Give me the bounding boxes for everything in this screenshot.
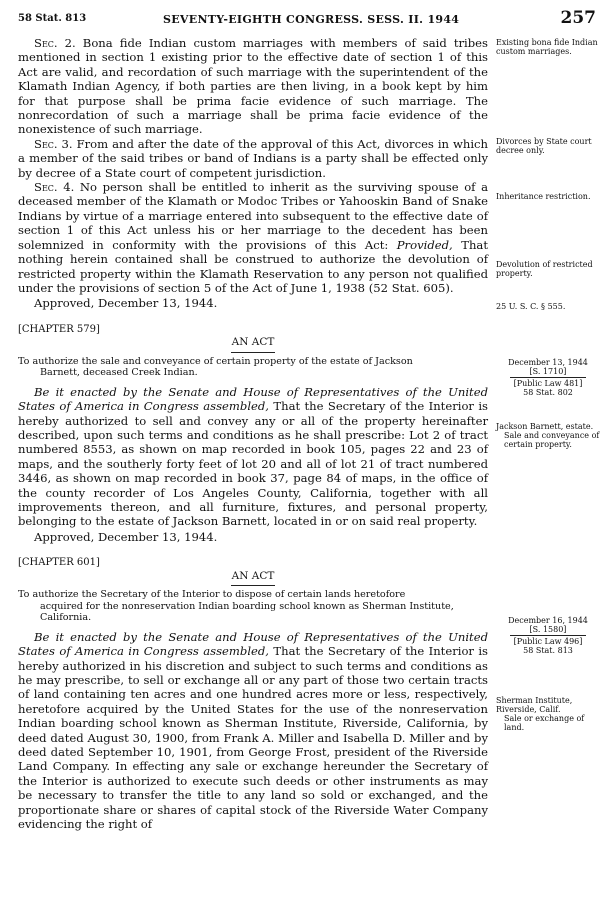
enacting-clause: Be it enacted by the Senate and House of Representatives of the United States of America in Congress assembled,: [18, 629, 488, 659]
bill-number: [S. 1710]: [529, 367, 567, 376]
divider-rule: [510, 635, 586, 636]
section-2: [18, 36, 488, 137]
section-3: [18, 137, 488, 180]
enacting-clause: Be it enacted by the Senate and House of Representatives of the United States of America in Congress assembled,: [18, 384, 488, 414]
approved-date: Approved, December 13, 1944.: [34, 296, 218, 311]
margin-note-inheritance: Inheritance restriction.: [496, 192, 591, 201]
divider-rule: [510, 377, 586, 378]
stat-citation: 58 Stat. 813: [18, 13, 87, 24]
divider-rule: [231, 585, 275, 586]
public-law: [Public Law 481]: [513, 379, 583, 388]
an-act-heading: AN ACT: [231, 569, 275, 582]
section-text: From and after the date of the approval of this Act, divorces in which a member of the said tribes or band of Indians is a party shall be effected only by decree of a State court of competent jurisdiction.: [18, 136, 489, 180]
act-title: To authorize the Secretary of the Interior to dispose of certain lands heretofore acquired for the nonreservation Indian boarding school known as Sherman Institute, California.: [18, 589, 454, 624]
proviso: Provided,: [396, 237, 453, 252]
margin-note-sherman-institute: Sherman Institute, Riverside, Calif. Sale or exchange of land.: [496, 696, 585, 732]
bill-number: [S. 1580]: [529, 625, 567, 634]
an-act-heading: AN ACT: [231, 336, 275, 349]
act-text: That the Secretary of the Interior is hereby authorized in his discretion and subject to such terms and conditions as he may prescribe, to sell or exchange all or any part of those two certain tracts of land containing ten acres and one hundred acres more or less, respectively, heretofore acquired by the United States for the use of the nonreservation Indian boarding school known as Sherman Institute, Riverside, California, by deed dated August 30, 1900, from Frank A. Miller and Isabella D. Miller and by deed dated September 10, 1901, from George Frost, president of the Riverside Land Company. In effecting any sale or exchange hereunder the Secretary of the Interior is authorized to execute such deeds or other instruments as may be necessary to transfer the title to any land so sold or exchanged, and the proportionate share or shares of capital stock of the Riverside Water Company evidencing the right of: [18, 644, 488, 832]
margin-note-jackson-barnett: Jackson Barnett, estate. Sale and conveyance of certain property.: [496, 422, 600, 449]
running-title: SEVENTY-EIGHTH CONGRESS. SESS. II. 1944: [163, 13, 460, 26]
act-title: To authorize the sale and conveyance of certain property of the estate of Jackson Barnett, deceased Creek Indian.: [18, 355, 413, 379]
margin-note-existing-marriages: Existing bona fide Indian custom marriages.: [496, 38, 598, 56]
act-text: That the Secretary of the Interior is hereby authorized to sell and convey any or all of the property hereinafter described, upon such terms and conditions as he shall prescribe: Lot 2 of tract numbered 8553, as shown on map recorded in book 105, pages 22 and 23 of maps, and the southerly forty feet of lot 20 and all of lot 21 of tract numbered 3446, as shown on map recorded in book 37, page 84 of maps, in the office of the county recorder of Los Angeles County, California, together with all improvements thereon, and all furniture, fixtures, and personal property, belonging to the estate of Jackson Barnett, located in or on said real property.: [18, 399, 488, 529]
section-text: That nothing herein contained shall be construed to authorize the devolution of restricted property within the Klamath Reservation to any person not qualified under the provisions of section 5 of the Act of June 1, 1938 (52 Stat. 605).: [18, 237, 488, 295]
divider-rule: [231, 352, 275, 353]
act-body: [18, 630, 488, 832]
section-text: No person shall be entitled to inherit as the surviving spouse of a deceased member of the Klamath or Modoc Tribes or Yahooskin Band of Snake Indians by virtue of a marriage entered into subsequent to the effective date of section 1 of this Act unless his or her marriage to the decedent has been solemnized in conformity with the provisions of this Act:: [18, 180, 488, 252]
margin-note-divorces: Divorces by State court decree only.: [496, 137, 592, 155]
approved-date: Approved, December 13, 1944.: [34, 529, 218, 544]
section-text: Bona fide Indian custom marriages with members of said tribes mentioned in section 1 existing prior to the effective date of section 1 of this Act are valid, and recordation of such marriage with the superintendent of the Klamath Indian Agency, if both parties are then living, in a book kept by him for that purpose shall be prima facie evidence of such marriage. The nonrecordation of such a marriage shall be prima facie evidence of the nonexistence of such marriage.: [18, 36, 488, 137]
page-header: [18, 8, 596, 30]
margin-note-ch601-info: [496, 616, 600, 655]
approval-date: December 16, 1944: [508, 616, 588, 625]
stat-reference: 58 Stat. 813: [523, 646, 573, 655]
section-label: Sec. 4.: [34, 180, 75, 195]
approval-date: December 13, 1944: [508, 358, 588, 367]
margin-note-ch579-info: [496, 358, 600, 397]
public-law: [Public Law 496]: [513, 637, 583, 646]
page-number: 257: [560, 8, 596, 28]
margin-note-devolution: Devolution of restricted property.: [496, 260, 593, 278]
chapter-601-heading: [CHAPTER 601]: [18, 557, 100, 569]
act-body: [18, 385, 488, 529]
section-label: Sec. 3.: [34, 136, 73, 151]
stat-reference: 58 Stat. 802: [523, 388, 573, 397]
section-label: Sec. 2.: [34, 36, 76, 50]
chapter-579-heading: [CHAPTER 579]: [18, 323, 100, 335]
main-text: [18, 36, 488, 831]
section-4: [18, 180, 488, 295]
margin-note-usc: 25 U. S. C. § 555.: [496, 302, 566, 311]
